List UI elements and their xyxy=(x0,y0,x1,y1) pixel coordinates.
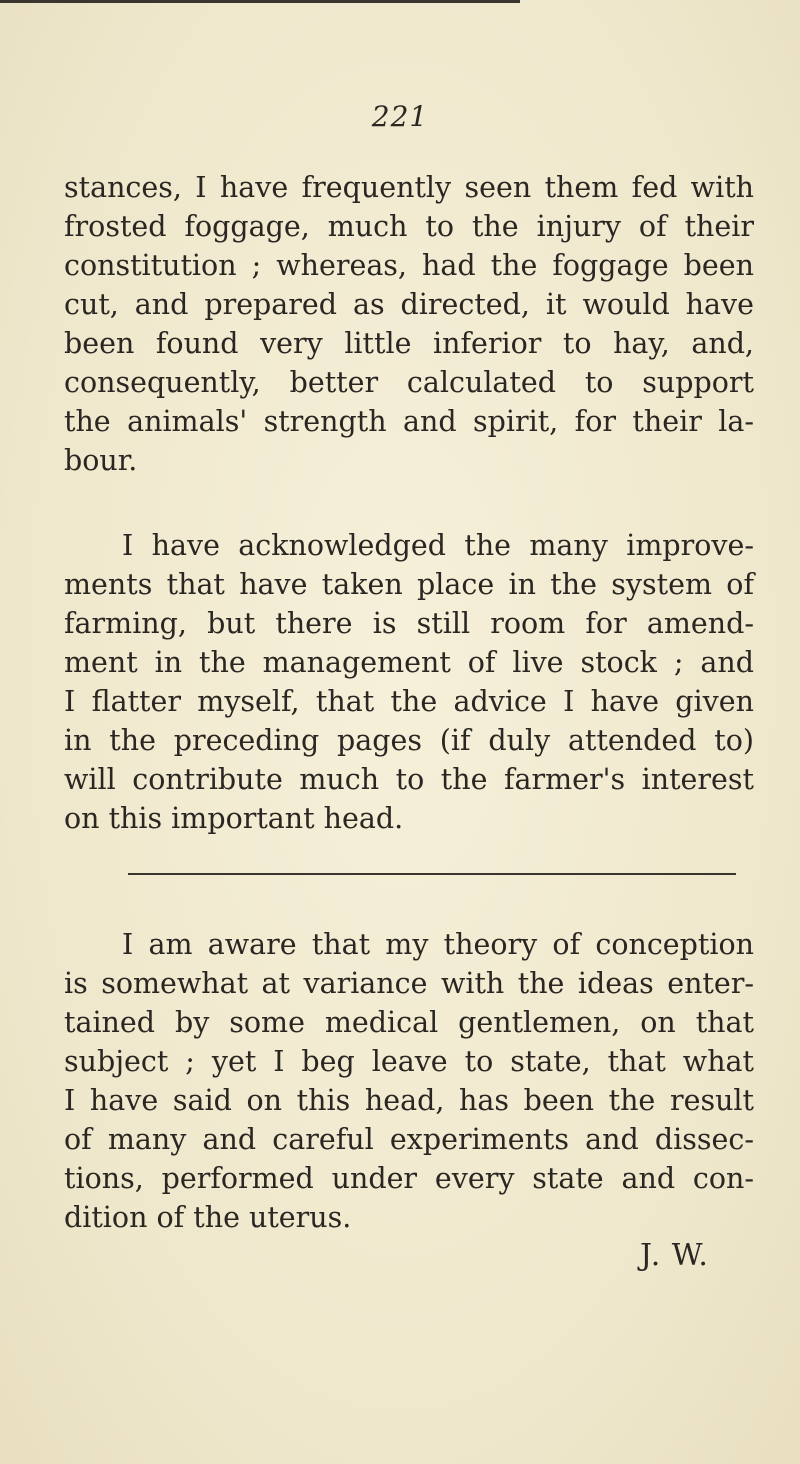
text-line: ment in the management of live stock ; and xyxy=(64,646,754,679)
text-line: the animals' strength and spirit, for their la- xyxy=(64,405,754,438)
paragraph-3 xyxy=(64,925,754,1237)
text-line: bour. xyxy=(64,444,138,477)
text-line: tained by some medical gentlemen, on that xyxy=(64,1006,754,1039)
text-line: constitution ; whereas, had the foggage been xyxy=(64,249,754,282)
paragraph-1 xyxy=(64,168,754,480)
paragraph-2 xyxy=(64,526,754,838)
text-line: I have acknowledged the many improve- xyxy=(122,529,754,562)
text-line: I am aware that my theory of conception xyxy=(122,928,754,961)
text-line: ments that have taken place in the system of xyxy=(64,568,754,601)
text-line: stances, I have frequently seen them fed with xyxy=(64,171,754,204)
text-line: I flatter myself, that the advice I have given xyxy=(64,685,754,718)
text-line: of many and careful experiments and dissec- xyxy=(64,1123,754,1156)
text-line: will contribute much to the farmer's interest xyxy=(64,763,754,796)
text-line: frosted foggage, much to the injury of their xyxy=(64,210,754,243)
author-signature: J. W. xyxy=(640,1238,709,1273)
text-line: dition of the uterus. xyxy=(64,1201,352,1234)
text-line: subject ; yet I beg leave to state, that what xyxy=(64,1045,754,1078)
text-line: consequently, better calculated to support xyxy=(64,366,754,399)
text-line: is somewhat at variance with the ideas enter- xyxy=(64,967,754,1000)
text-line: I have said on this head, has been the result xyxy=(64,1084,754,1117)
section-divider xyxy=(128,873,736,875)
page-number: 221 xyxy=(371,100,429,133)
text-line: cut, and prepared as directed, it would have xyxy=(64,288,754,321)
top-rule xyxy=(0,0,520,3)
text-line: farming, but there is still room for amend- xyxy=(64,607,754,640)
text-line: in the preceding pages (if duly attended to) xyxy=(64,724,754,757)
text-line: been found very little inferior to hay, and, xyxy=(64,327,754,360)
text-line: on this important head. xyxy=(64,802,404,835)
text-line: tions, performed under every state and con- xyxy=(64,1162,754,1195)
